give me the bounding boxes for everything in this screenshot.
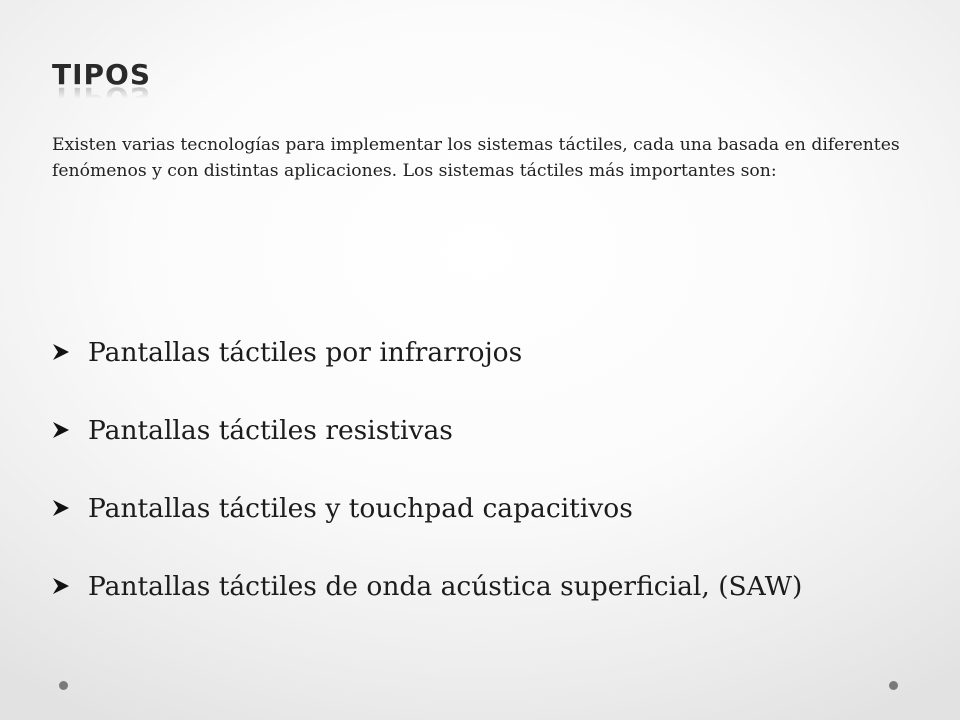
bullet-text: Pantallas táctiles resistivas [88, 414, 453, 446]
list-item [52, 332, 802, 372]
list-item [52, 488, 802, 528]
dot-icon [889, 681, 898, 690]
bullet-list [52, 332, 802, 644]
dot-icon [59, 681, 68, 690]
list-item [52, 566, 802, 606]
arrow-bullet-icon [52, 498, 88, 518]
arrow-bullet-icon [52, 576, 88, 596]
bullet-text: Pantallas táctiles por infrarrojos [88, 336, 523, 368]
arrow-bullet-icon [52, 420, 88, 440]
list-item [52, 410, 802, 450]
arrow-bullet-icon [52, 342, 88, 362]
bullet-text: Pantallas táctiles de onda acústica superficial, (SAW) [88, 570, 803, 602]
bullet-text: Pantallas táctiles y touchpad capacitivos [88, 492, 633, 524]
slide-title: TIPOS [52, 58, 152, 91]
intro-paragraph: Existen varias tecnologías para implementar los sistemas táctiles, cada una basada en diferentes fenómenos y con distintas aplicaciones. Los sistemas táctiles más importantes son: [52, 135, 900, 181]
